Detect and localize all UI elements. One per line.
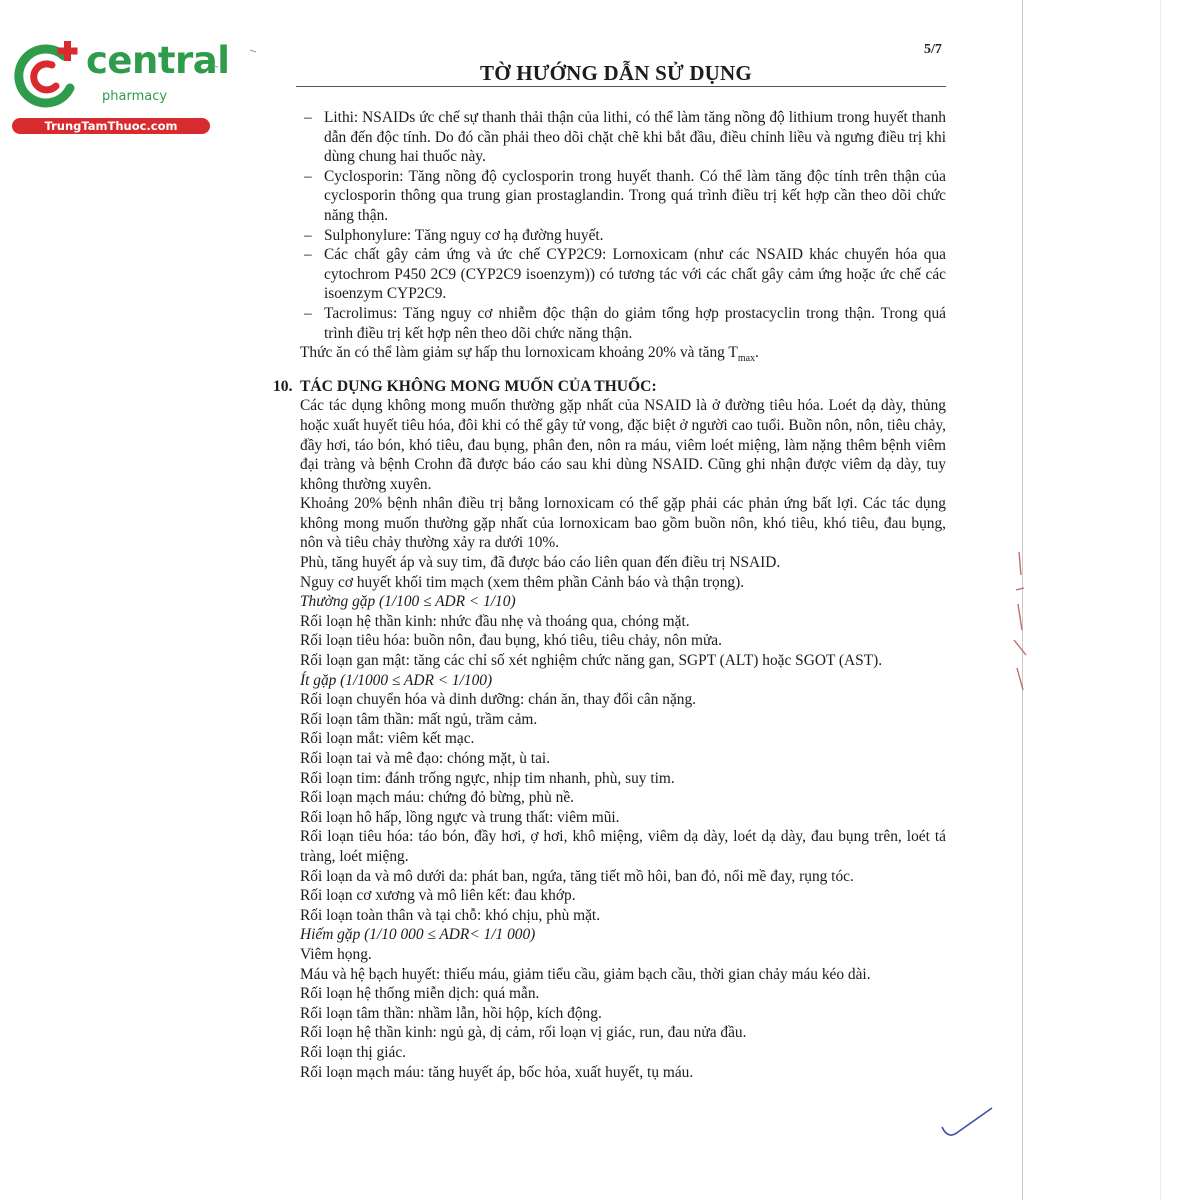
list-item: Rối loạn cơ xương và mô liên kết: đau khớp.: [300, 887, 576, 905]
document-body: [273, 108, 946, 1082]
list-item: Rối loạn da và mô dưới da: phát ban, ngứa, tăng tiết mồ hôi, ban đỏ, nổi mề đay, rụng tóc.: [300, 867, 854, 885]
intro-paragraph: Khoảng 20% bệnh nhân điều trị bằng lornoxicam có thể gặp phải các phản ứng bất lợi. Các tác dụng không mong muốn thường gặp nhất của lornoxicam bao gồm buồn nôn, khó tiêu, khó tiêu, đau bụng, nôn và tiêu chảy thường xảy ra dưới 10%.: [300, 495, 946, 552]
list-item: Rối loạn toàn thân và tại chỗ: khó chịu, phù mặt.: [300, 906, 601, 924]
document-title: TỜ HƯỚNG DẪN SỬ DỤNG: [480, 61, 752, 85]
list-item: Rối loạn mắt: viêm kết mạc.: [300, 730, 475, 748]
brand-name: central: [86, 39, 230, 82]
interaction-item-tacrolimus: – Tacrolimus: Tăng nguy cơ nhiễm độc thận do giảm tổng hợp prostacyclin trong thận. Trong quá trình điều trị kết hợp nên theo dõi chức năng thận.: [304, 304, 946, 342]
interaction-item-cyp2c9: – Các chất gây cảm ứng và ức chế CYP2C9: Lornoxicam (như các NSAID khác chuyển hóa qua cytochrom P450 2C9 (CYP2C9 isoenzym)) có tương tác với các chất gây cảm ứng hoặc ức chế các isoenzym CYP2C9.: [304, 246, 946, 303]
title-divider: [296, 86, 946, 87]
list-item: Rối loạn tiêu hóa: buồn nôn, đau bụng, khó tiêu, tiêu chảy, nôn mửa.: [300, 632, 722, 650]
list-item: Rối loạn hệ thần kinh: ngủ gà, dị cảm, rối loạn vị giác, run, đau nửa đầu.: [300, 1024, 747, 1042]
intro-paragraph: Các tác dụng không mong muốn thường gặp nhất của NSAID là ở đường tiêu hóa. Loét dạ dày, thủng hoặc xuất huyết tiêu hóa, đôi khi có thể gây tử vong, đặc biệt ở người cao tuổi. Buồn nôn, nôn, tiêu chảy, đầy hơi, táo bón, khó tiêu, đau bụng, phân đen, nôn ra máu, viêm loét miệng, làm nặng thêm bệnh viêm đại tràng và bệnh Crohn đã được báo cáo sau khi dùng NSAID. Cũng ghi nhận được viêm dạ dày, tuy không thường xuyên.: [300, 397, 946, 493]
brand-subtitle: pharmacy: [102, 89, 168, 104]
frequency-heading-common: Thường gặp (1/100 ≤ ADR < 1/10): [300, 593, 516, 611]
brand-site-link[interactable]: TrungTamThuoc.com: [12, 118, 210, 134]
list-item: Rối loạn hệ thống miễn dịch: quá mẫn.: [300, 985, 540, 1003]
frequency-heading-rare: Hiếm gặp (1/10 000 ≤ ADR< 1/1 000): [300, 926, 536, 944]
food-note: Thức ăn có thể làm giảm sự hấp thu lornoxicam khoảng 20% và tăng $T_{max}$.: [300, 344, 759, 365]
list-item: Rối loạn tai và mê đạo: chóng mặt, ù tai.: [300, 750, 551, 767]
list-item: Viêm họng.: [300, 945, 372, 963]
frequency-heading-uncommon: Ít gặp (1/1000 ≤ ADR < 1/100): [300, 671, 493, 689]
intro-paragraph: Nguy cơ huyết khối tim mạch (xem thêm phần Cảnh báo và thận trọng).: [300, 573, 745, 591]
list-item: Rối loạn tiêu hóa: táo bón, đầy hơi, ợ hơi, khô miệng, viêm dạ dày, loét dạ dày, đau bụng trên, loét tá tràng, loét miệng.: [300, 828, 946, 865]
section-heading: [273, 377, 946, 397]
list-item: Máu và hệ bạch huyết: thiếu máu, giảm tiểu cầu, giảm bạch cầu, thời gian chảy máu kéo dài.: [300, 965, 871, 983]
section-number: 10.: [273, 377, 293, 395]
list-item: Rối loạn mạch máu: tăng huyết áp, bốc hỏa, xuất huyết, tụ máu.: [300, 1063, 694, 1081]
brand-logo[interactable]: [10, 38, 230, 138]
list-item: Rối loạn chuyển hóa và dinh dưỡng: chán ăn, thay đổi cân nặng.: [300, 691, 697, 709]
intro-paragraph: Phù, tăng huyết áp và suy tim, đã được báo cáo liên quan đến điều trị NSAID.: [300, 554, 781, 572]
list-item: Rối loạn hô hấp, lồng ngực và trung thất: viêm mũi.: [300, 808, 620, 826]
interaction-item-sulphonylure: – Sulphonylure: Tăng nguy cơ hạ đường huyết.: [304, 226, 604, 244]
list-item: Rối loạn mạch máu: chứng đỏ bừng, phù nề.: [300, 789, 575, 807]
section-title: TÁC DỤNG KHÔNG MONG MUỐN CỦA THUỐC:: [300, 377, 657, 395]
logo-c-cross-icon: [10, 38, 86, 114]
list-item: Rối loạn tâm thần: nhầm lẫn, hồi hộp, kích động.: [300, 1004, 602, 1022]
page-edge-shadow: [1160, 0, 1161, 1200]
list-item: Rối loạn tâm thần: mất ngủ, trầm cảm.: [300, 710, 538, 728]
page-number: 5/7: [924, 42, 942, 57]
margin-stamp-mark: [1014, 552, 1026, 690]
list-item: Rối loạn thị giác.: [300, 1043, 407, 1061]
list-item: Rối loạn tim: đánh trống ngực, nhịp tim nhanh, phù, suy tim.: [300, 769, 675, 787]
interaction-item-cyclosporin: – Cyclosporin: Tăng nồng độ cyclosporin trong huyết thanh. Có thể làm tăng độc tính trên thận của cyclosporin thông qua trung gian prostaglandin. Trong quá trình điều trị kết hợp cần theo dõi chức năng thận.: [304, 167, 946, 224]
page-edge: [1022, 0, 1023, 1200]
interaction-item-lithium: – Lithi: NSAIDs ức chế sự thanh thải thận của lithi, có thể làm tăng nồng độ lithium trong huyết thanh dẫn đến độc tính. Do đó cần phải theo dõi chặt chẽ khi bắt đầu, điều chỉnh liều và ngưng điều trị khi dùng chung hai thuốc này.: [304, 109, 946, 166]
list-item: Rối loạn hệ thần kinh: nhức đầu nhẹ và thoáng qua, chóng mặt.: [300, 612, 690, 630]
handwritten-check-mark: [942, 1108, 992, 1135]
list-item: Rối loạn gan mật: tăng các chỉ số xét nghiệm chức năng gan, SGPT (ALT) hoặc SGOT (AST).: [300, 652, 883, 670]
